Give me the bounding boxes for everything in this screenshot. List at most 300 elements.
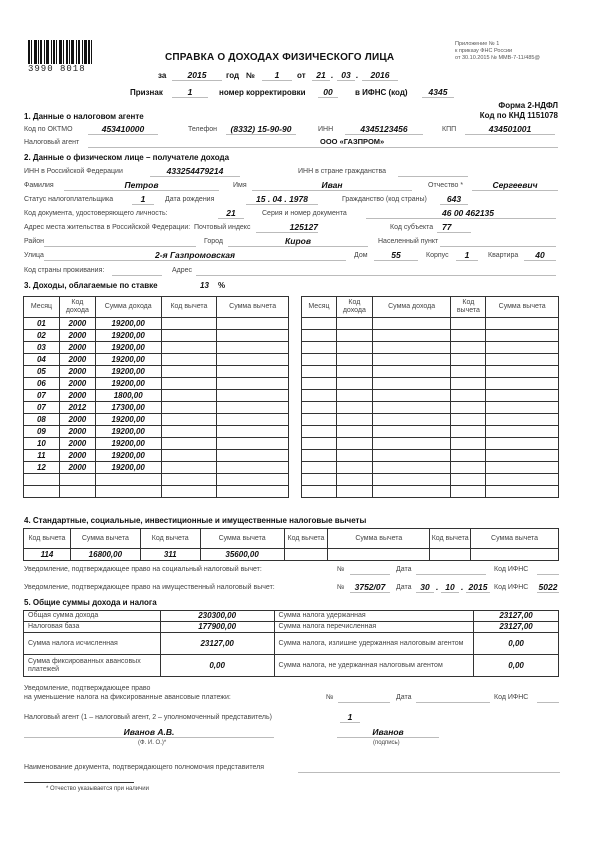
cell[interactable]: [336, 402, 372, 414]
table-row: [24, 450, 289, 462]
table-row: [24, 486, 289, 498]
cell[interactable]: 311: [140, 549, 200, 561]
social-ifns-field[interactable]: [537, 564, 559, 575]
oktmo-field[interactable]: 453410000: [88, 124, 158, 135]
cell[interactable]: [372, 390, 451, 402]
cell[interactable]: [486, 414, 559, 426]
kpp-label: КПП: [442, 126, 457, 133]
totals-table: [23, 610, 559, 677]
cell[interactable]: [328, 549, 430, 561]
corpus-field[interactable]: 1: [456, 250, 478, 261]
cell[interactable]: [451, 378, 486, 390]
table-row: [24, 402, 289, 414]
cell[interactable]: [372, 474, 451, 486]
cell[interactable]: 02: [24, 330, 60, 342]
cell[interactable]: [161, 330, 217, 342]
cell[interactable]: [336, 462, 372, 474]
inn-field[interactable]: 4345123456: [345, 124, 423, 135]
cell[interactable]: [161, 390, 217, 402]
citizenship-label: Гражданство (код страны): [342, 196, 427, 203]
cell[interactable]: [161, 426, 217, 438]
cell-label: Сумма фиксированных авансовых платежей: [24, 655, 161, 677]
cell[interactable]: [336, 390, 372, 402]
street-label: Улица: [24, 252, 44, 259]
cell[interactable]: [336, 318, 372, 330]
cell[interactable]: [302, 330, 337, 342]
cell[interactable]: [451, 414, 486, 426]
patronymic-label: Отчество *: [428, 182, 464, 189]
cell[interactable]: [486, 390, 559, 402]
cell[interactable]: 2000: [59, 414, 95, 426]
advance-num-label: №: [326, 694, 334, 701]
section1-title: 1. Данные о налоговом агенте: [24, 112, 144, 121]
agent-value: ООО «ГАЗПРОМ»: [320, 137, 385, 146]
cell[interactable]: 07: [24, 402, 60, 414]
cell[interactable]: 19200,00: [95, 462, 161, 474]
agent-type-field[interactable]: 1: [340, 712, 360, 723]
ifns-label: в ИФНС (код): [355, 88, 408, 97]
cell-value[interactable]: 23127,00: [160, 633, 274, 655]
cell[interactable]: [161, 366, 217, 378]
cell[interactable]: 04: [24, 354, 60, 366]
cell[interactable]: [486, 330, 559, 342]
cell-value[interactable]: 177900,00: [160, 622, 274, 633]
ifns-field[interactable]: 4345: [422, 87, 454, 98]
property-year-field[interactable]: 2015: [466, 582, 490, 593]
section2-title: 2. Данные о физическом лице – получателе дохода: [24, 153, 230, 162]
table-row: [302, 462, 559, 474]
cell[interactable]: 19200,00: [95, 426, 161, 438]
cell[interactable]: [372, 426, 451, 438]
table-row: [302, 474, 559, 486]
cell[interactable]: [217, 342, 289, 354]
cell[interactable]: [451, 486, 486, 498]
cell[interactable]: 19200,00: [95, 318, 161, 330]
cell[interactable]: [372, 318, 451, 330]
table-row: [24, 378, 289, 390]
cell[interactable]: [336, 438, 372, 450]
cell[interactable]: [336, 486, 372, 498]
cell[interactable]: 2000: [59, 450, 95, 462]
table-row: [302, 342, 559, 354]
cell[interactable]: [24, 474, 60, 486]
cell[interactable]: [161, 450, 217, 462]
cell[interactable]: [161, 378, 217, 390]
house-field[interactable]: 55: [374, 250, 418, 261]
cell[interactable]: [372, 354, 451, 366]
date-day-field[interactable]: 21: [312, 70, 330, 81]
col-header: Код вычета: [451, 297, 486, 318]
cell[interactable]: [302, 342, 337, 354]
cell[interactable]: 19200,00: [95, 342, 161, 354]
cell[interactable]: [302, 462, 337, 474]
cell[interactable]: 2000: [59, 354, 95, 366]
cell[interactable]: [217, 450, 289, 462]
cell[interactable]: [336, 330, 372, 342]
cell[interactable]: 12: [24, 462, 60, 474]
cell[interactable]: [336, 378, 372, 390]
postal-label: Почтовый индекс: [194, 224, 251, 231]
cell[interactable]: [451, 474, 486, 486]
cell[interactable]: [217, 438, 289, 450]
representative-doc-field[interactable]: [298, 762, 560, 773]
col-header: Сумма вычета: [328, 529, 430, 549]
cell[interactable]: [217, 366, 289, 378]
cell-value[interactable]: 230300,00: [160, 611, 274, 622]
advance-date-label: Дата: [396, 694, 412, 701]
cell[interactable]: [486, 450, 559, 462]
table-row: [302, 318, 559, 330]
cell[interactable]: [471, 549, 559, 561]
table-row: [24, 655, 559, 677]
cell[interactable]: [161, 318, 217, 330]
locality-field[interactable]: [440, 236, 556, 247]
cell[interactable]: [372, 438, 451, 450]
table-row: [302, 414, 559, 426]
city-label: Город: [204, 238, 223, 245]
cell[interactable]: 16800,00: [70, 549, 140, 561]
cell[interactable]: [161, 438, 217, 450]
cell[interactable]: [451, 366, 486, 378]
cell[interactable]: [336, 354, 372, 366]
table-row: [24, 414, 289, 426]
cell[interactable]: [95, 486, 161, 498]
country-field[interactable]: [112, 265, 162, 276]
cell[interactable]: [284, 549, 328, 561]
cell[interactable]: [302, 414, 337, 426]
cell[interactable]: [451, 342, 486, 354]
cell[interactable]: 2000: [59, 342, 95, 354]
fio-field[interactable]: Иванов А.В.: [24, 727, 274, 738]
doc-series-label: Серия и номер документа: [262, 210, 347, 217]
table-row: [302, 450, 559, 462]
cell[interactable]: 08: [24, 414, 60, 426]
cell[interactable]: [451, 426, 486, 438]
inn-label: ИНН: [318, 126, 334, 133]
cell[interactable]: [486, 486, 559, 498]
cell[interactable]: 07: [24, 390, 60, 402]
cell[interactable]: [372, 486, 451, 498]
num-label: №: [246, 71, 255, 80]
cell[interactable]: 05: [24, 366, 60, 378]
col-header: Месяц: [24, 297, 60, 318]
cell[interactable]: 01: [24, 318, 60, 330]
cell[interactable]: [217, 486, 289, 498]
cell[interactable]: [302, 402, 337, 414]
cell[interactable]: 03: [24, 342, 60, 354]
citizenship-field[interactable]: 643: [440, 194, 468, 205]
cell[interactable]: [302, 378, 337, 390]
cell[interactable]: [95, 474, 161, 486]
cell-value[interactable]: 0,00: [474, 655, 559, 677]
inn-foreign-field[interactable]: [398, 166, 468, 177]
advance-ifns-field[interactable]: [537, 692, 559, 703]
cell[interactable]: [302, 426, 337, 438]
advance-ifns-label: Код ИФНС: [494, 694, 529, 701]
table-row: [24, 318, 289, 330]
cell[interactable]: [217, 390, 289, 402]
ot-label: от: [297, 71, 306, 80]
cell[interactable]: [486, 462, 559, 474]
cell[interactable]: [161, 342, 217, 354]
cell[interactable]: [302, 450, 337, 462]
cell[interactable]: [486, 378, 559, 390]
name-field[interactable]: Иван: [252, 180, 412, 191]
cell[interactable]: [217, 474, 289, 486]
addr-label: Адрес: [172, 267, 193, 274]
cell-value[interactable]: 23127,00: [474, 622, 559, 633]
cell[interactable]: [430, 549, 471, 561]
cell[interactable]: 2000: [59, 330, 95, 342]
cell[interactable]: 114: [24, 549, 71, 561]
cell[interactable]: [486, 366, 559, 378]
cell[interactable]: [451, 318, 486, 330]
col-header: Код дохода: [336, 297, 372, 318]
appendix-line: к приказу ФНС России: [455, 48, 513, 54]
cell-value[interactable]: 0,00: [474, 633, 559, 655]
cell[interactable]: 2000: [59, 366, 95, 378]
table-row: [24, 633, 559, 655]
cell[interactable]: 35600,00: [200, 549, 284, 561]
date-year-field[interactable]: 2016: [362, 70, 398, 81]
cell[interactable]: [59, 474, 95, 486]
priznak-label: Признак: [130, 88, 163, 97]
cell[interactable]: [302, 486, 337, 498]
cell[interactable]: [486, 402, 559, 414]
cell[interactable]: 2000: [59, 378, 95, 390]
kpp-field[interactable]: 434501001: [465, 124, 555, 135]
date-sep: .: [461, 582, 464, 592]
property-month-field[interactable]: 10: [441, 582, 459, 593]
name-label: Имя: [233, 182, 247, 189]
advance-date-field[interactable]: [416, 692, 490, 703]
cell[interactable]: [217, 318, 289, 330]
cell[interactable]: [372, 402, 451, 414]
cell[interactable]: [486, 438, 559, 450]
cell[interactable]: [161, 402, 217, 414]
cell[interactable]: [302, 390, 337, 402]
cell[interactable]: [24, 486, 60, 498]
country-label: Код страны проживания:: [24, 267, 105, 274]
cell[interactable]: 2000: [59, 390, 95, 402]
cell[interactable]: 1800,00: [95, 390, 161, 402]
cell[interactable]: 2000: [59, 318, 95, 330]
property-num-field[interactable]: 3752/07: [350, 582, 390, 593]
form-name: Форма 2-НДФЛ: [498, 101, 558, 110]
cell[interactable]: [336, 450, 372, 462]
district-field[interactable]: [44, 236, 196, 247]
cell[interactable]: [336, 414, 372, 426]
cell[interactable]: 2000: [59, 426, 95, 438]
cell[interactable]: [302, 318, 337, 330]
inn-foreign-label: ИНН в стране гражданства: [298, 168, 387, 175]
col-header: Код вычета: [284, 529, 328, 549]
year-field[interactable]: 2015: [172, 70, 222, 81]
cell[interactable]: [217, 462, 289, 474]
col-header: Код вычета: [140, 529, 200, 549]
barcode: [28, 40, 108, 76]
col-header: Код вычета: [430, 529, 471, 549]
cell[interactable]: [336, 474, 372, 486]
social-date-field[interactable]: [416, 564, 486, 575]
cell[interactable]: 19200,00: [95, 330, 161, 342]
fio-caption: (Ф. И. О.)*: [138, 740, 167, 746]
oktmo-label: Код по ОКТМО: [24, 126, 73, 133]
cell[interactable]: [372, 414, 451, 426]
social-num-label: №: [337, 566, 345, 573]
cell[interactable]: [372, 378, 451, 390]
cell[interactable]: [372, 462, 451, 474]
date-sep: .: [436, 582, 439, 592]
rate-percent: %: [218, 281, 226, 290]
agent-type-label: Налоговый агент (1 – налоговый агент, 2 – уполномоченный представитель): [24, 714, 272, 721]
table-row: [302, 366, 559, 378]
cell[interactable]: [161, 414, 217, 426]
cell[interactable]: [486, 354, 559, 366]
property-day-field[interactable]: 30: [416, 582, 434, 593]
korr-field[interactable]: 00: [318, 87, 338, 98]
cell[interactable]: [486, 474, 559, 486]
cell-label: Сумма налога исчисленная: [24, 633, 161, 655]
date-sep: .: [331, 70, 334, 80]
cell[interactable]: 17300,00: [95, 402, 161, 414]
cell[interactable]: [161, 486, 217, 498]
inn-rf-field[interactable]: 433254479214: [150, 166, 240, 177]
number-field[interactable]: 1: [262, 70, 292, 81]
social-num-field[interactable]: [350, 564, 390, 575]
col-header: Сумма дохода: [372, 297, 451, 318]
cell[interactable]: [217, 414, 289, 426]
city-field[interactable]: Киров: [228, 236, 368, 247]
phone-field[interactable]: (8332) 15-90-90: [226, 124, 296, 135]
cell[interactable]: [451, 462, 486, 474]
table-row: [302, 402, 559, 414]
date-month-field[interactable]: 03: [337, 70, 355, 81]
representative-doc-label: Наименование документа, подтверждающего полномочия представителя: [24, 764, 264, 771]
col-header: Код дохода: [59, 297, 95, 318]
cell[interactable]: 19200,00: [95, 438, 161, 450]
table-row: [302, 354, 559, 366]
priznak-field[interactable]: 1: [172, 87, 208, 98]
cell[interactable]: [59, 486, 95, 498]
street-field[interactable]: 2-я Газпромовская: [44, 250, 346, 261]
flat-field[interactable]: 40: [524, 250, 556, 261]
cell[interactable]: [336, 342, 372, 354]
table-row: [24, 462, 289, 474]
cell[interactable]: 19200,00: [95, 450, 161, 462]
section3-title: 3. Доходы, облагаемые по ставке: [24, 281, 158, 290]
table-row: [24, 611, 559, 622]
status-label: Статус налогоплательщика: [24, 196, 114, 203]
agent-field[interactable]: [88, 137, 558, 148]
region-field[interactable]: 77: [437, 222, 471, 233]
cell[interactable]: [217, 330, 289, 342]
table-row: [302, 330, 559, 342]
rate-field[interactable]: 13: [200, 281, 209, 290]
cell[interactable]: [372, 342, 451, 354]
cell[interactable]: [486, 426, 559, 438]
cell[interactable]: [486, 342, 559, 354]
patronymic-field[interactable]: Сергеевич: [472, 180, 558, 191]
cell[interactable]: [451, 450, 486, 462]
signature-field[interactable]: Иванов: [337, 727, 439, 738]
advance-num-field[interactable]: [338, 692, 390, 703]
table-row: [302, 486, 559, 498]
doc-code-field[interactable]: 21: [218, 208, 244, 219]
cell[interactable]: [451, 390, 486, 402]
cell[interactable]: [302, 474, 337, 486]
cell-label: Общая сумма дохода: [24, 611, 161, 622]
property-ifns-field[interactable]: 5022: [538, 582, 558, 592]
cell[interactable]: [451, 402, 486, 414]
cell[interactable]: [451, 438, 486, 450]
cell[interactable]: [302, 366, 337, 378]
cell[interactable]: 09: [24, 426, 60, 438]
cell[interactable]: [161, 354, 217, 366]
cell[interactable]: [451, 330, 486, 342]
birth-field[interactable]: 15 . 04 . 1978: [246, 194, 318, 205]
cell[interactable]: [217, 354, 289, 366]
cell[interactable]: 19200,00: [95, 354, 161, 366]
region-label: Код субъекта: [390, 224, 434, 231]
cell[interactable]: [372, 330, 451, 342]
cell[interactable]: 11: [24, 450, 60, 462]
cell[interactable]: 19200,00: [95, 414, 161, 426]
cell[interactable]: 19200,00: [95, 366, 161, 378]
social-notice-label: Уведомление, подтверждающее право на социальный налоговый вычет:: [24, 566, 262, 573]
cell-value[interactable]: 23127,00: [474, 611, 559, 622]
table-row: [302, 438, 559, 450]
cell[interactable]: [161, 474, 217, 486]
cell[interactable]: [336, 426, 372, 438]
cell[interactable]: [217, 426, 289, 438]
cell[interactable]: 2000: [59, 462, 95, 474]
table-header-row: [24, 297, 289, 318]
social-date-label: Дата: [396, 566, 412, 573]
table-row: [24, 474, 289, 486]
cell[interactable]: [372, 450, 451, 462]
cell[interactable]: [302, 438, 337, 450]
cell[interactable]: [302, 354, 337, 366]
addr-field[interactable]: [196, 265, 556, 276]
table-row: [302, 426, 559, 438]
cell[interactable]: [486, 318, 559, 330]
cell[interactable]: 2012: [59, 402, 95, 414]
god-label: год: [226, 71, 240, 80]
status-field[interactable]: 1: [132, 194, 154, 205]
cell[interactable]: 10: [24, 438, 60, 450]
col-header: Сумма вычета: [200, 529, 284, 549]
cell[interactable]: 06: [24, 378, 60, 390]
col-header: Месяц: [302, 297, 337, 318]
cell-value[interactable]: 0,00: [160, 655, 274, 677]
cell[interactable]: [451, 354, 486, 366]
surname-label: Фамилия: [24, 182, 54, 189]
postal-field[interactable]: 125127: [256, 222, 318, 233]
cell[interactable]: [217, 402, 289, 414]
cell[interactable]: [161, 462, 217, 474]
table-row: [24, 390, 289, 402]
cell[interactable]: [336, 366, 372, 378]
appendix-note: [455, 41, 540, 62]
surname-field[interactable]: Петров: [64, 180, 219, 191]
property-notice-label: Уведомление, подтверждающее право на имущественный налоговый вычет:: [24, 584, 275, 591]
cell[interactable]: 19200,00: [95, 378, 161, 390]
cell[interactable]: [372, 366, 451, 378]
cell[interactable]: 2000: [59, 438, 95, 450]
doc-series-field[interactable]: 46 00 462135: [366, 208, 556, 219]
cell[interactable]: [217, 378, 289, 390]
